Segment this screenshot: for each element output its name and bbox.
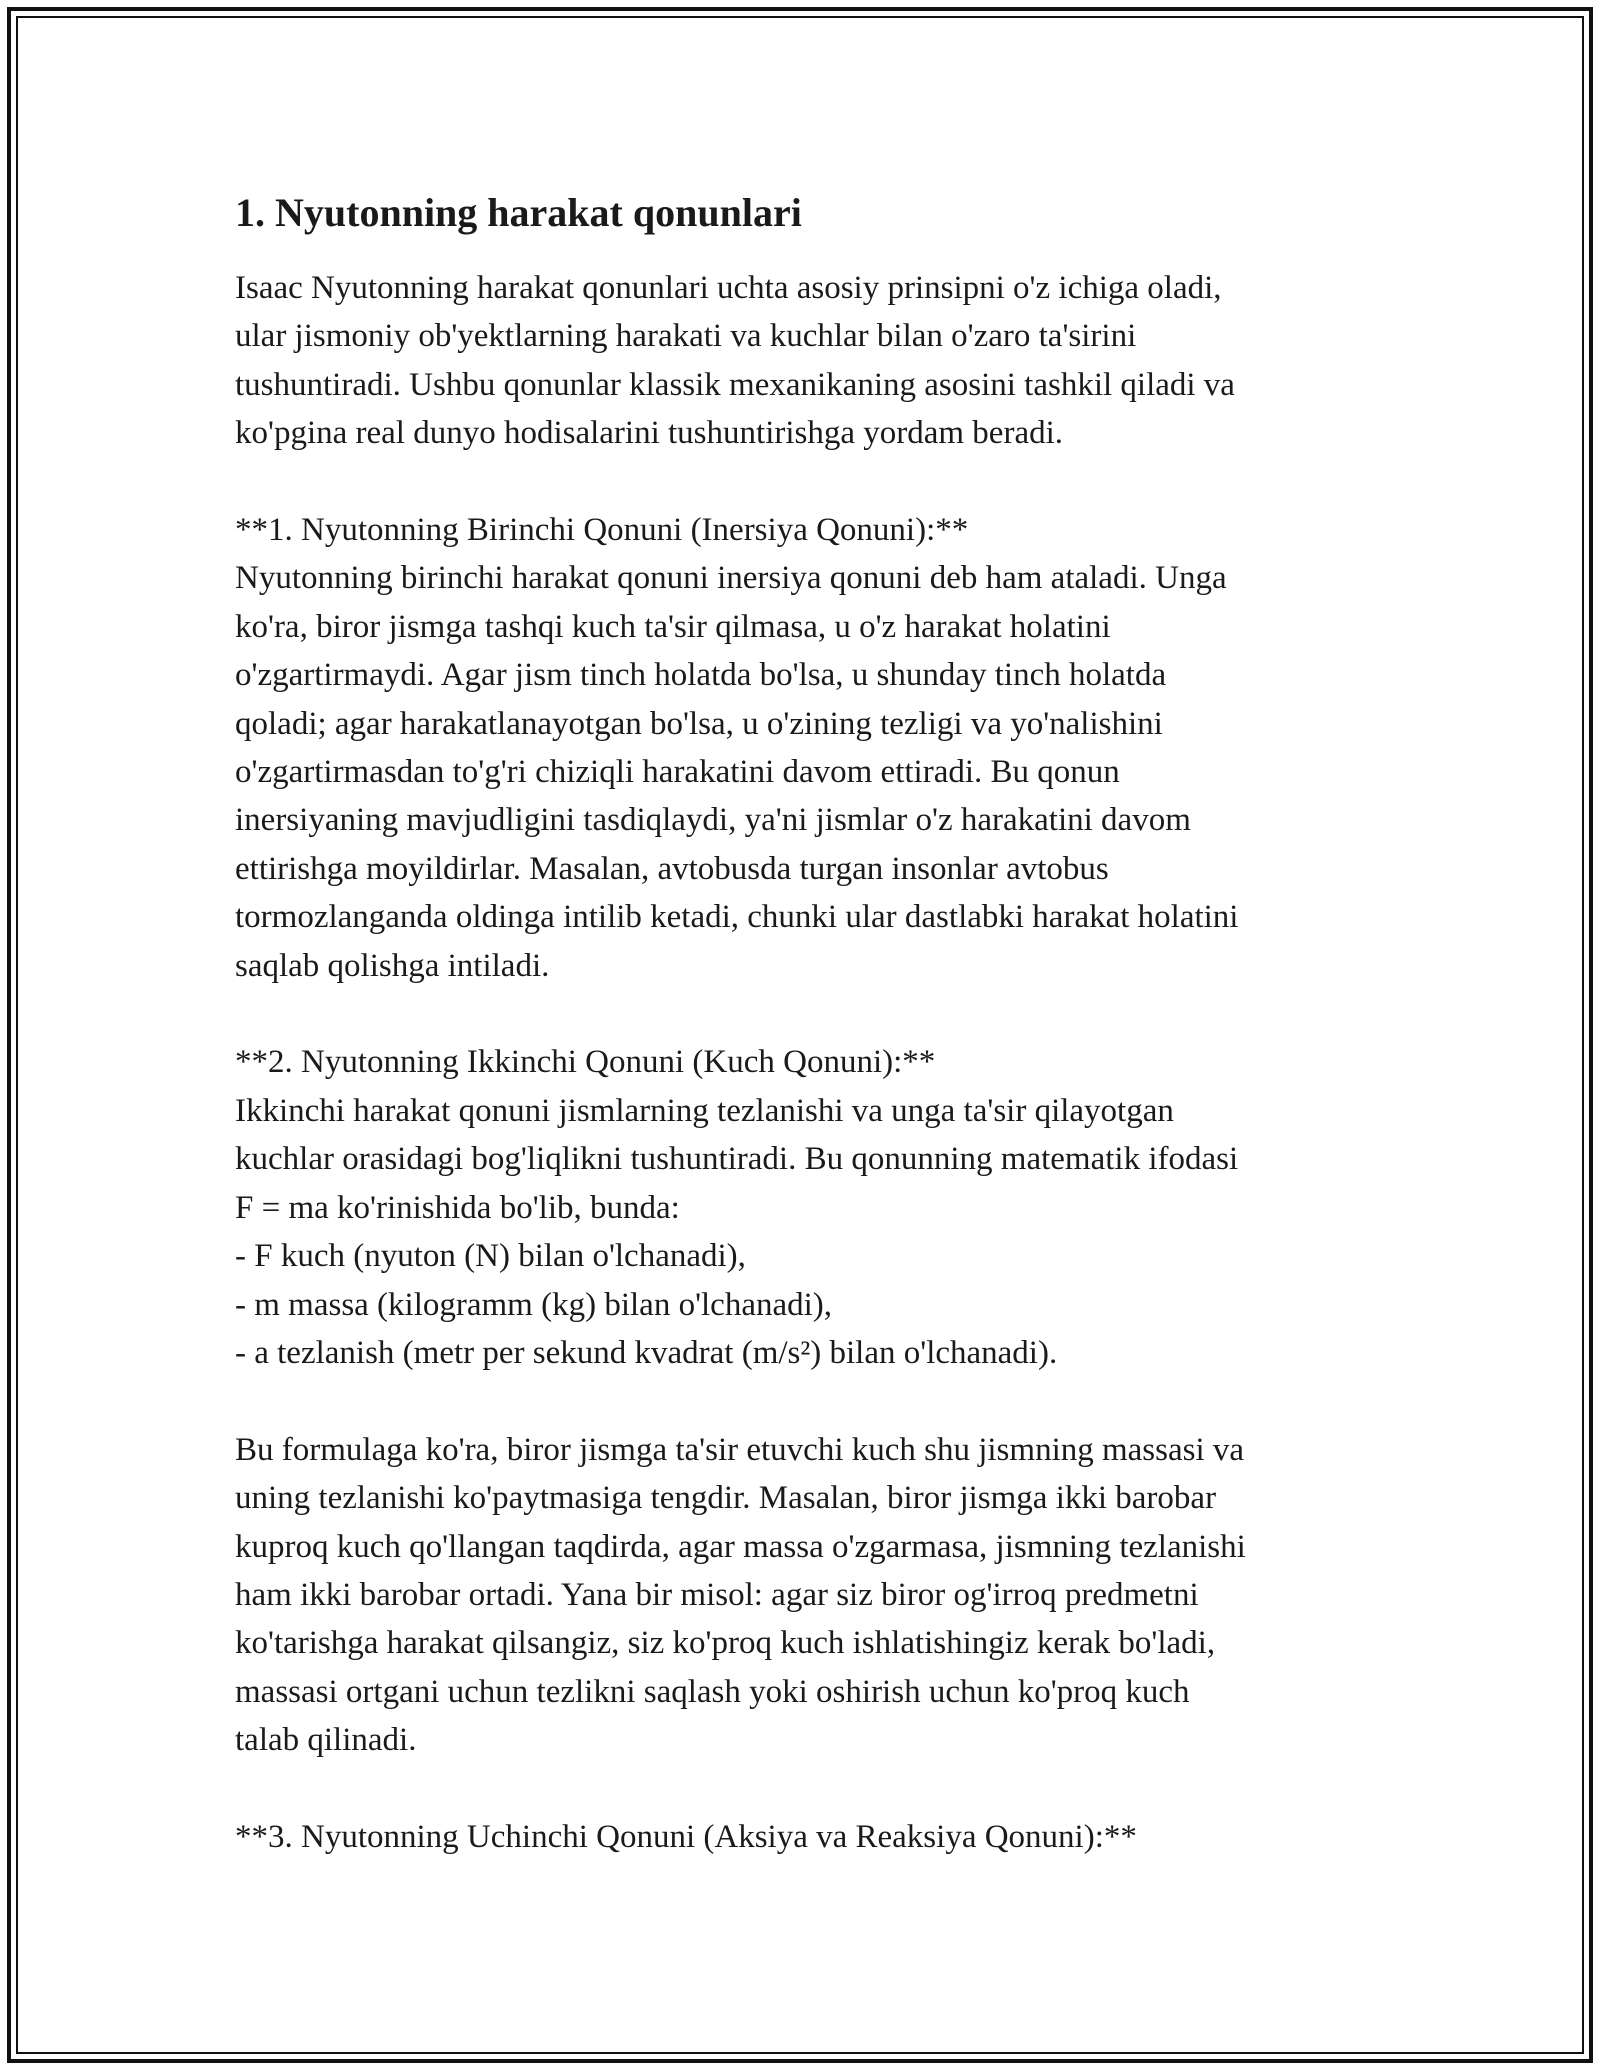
law1-line: saqlab qolishga intiladi. xyxy=(235,947,550,984)
law1-line: ettirishga moyildirlar. Masalan, avtobusda turgan insonlar avtobus xyxy=(235,850,1109,887)
law2-explanation xyxy=(235,1426,1365,1765)
law1-line: tormozlanganda oldinga intilib ketadi, chunki ular dastlabki harakat holatini xyxy=(235,899,1239,936)
law1-section xyxy=(235,506,1365,990)
intro-line: ular jismoniy ob'yektlarning harakati va kuchlar bilan o'zaro ta'sirini xyxy=(235,318,1137,355)
law1-heading: **1. Nyutonning Birinchi Qonuni (Inersiya Qonuni):** xyxy=(235,512,969,549)
explanation-line: talab qilinadi. xyxy=(235,1722,417,1759)
law3-section xyxy=(235,1813,1365,1861)
explanation-line: ko'tarishga harakat qilsangiz, siz ko'proq kuch ishlatishingiz kerak bo'ladi, xyxy=(235,1625,1216,1662)
law2-formula-line: F = ma ko'rinishida bo'lib, bunda: xyxy=(235,1189,680,1226)
intro-line: Isaac Nyutonning harakat qonunlari uchta asosiy prinsipni o'z ichiga oladi, xyxy=(235,270,1222,306)
explanation-line: kuproq kuch qo'llangan taqdirda, agar massa o'zgarmasa, jismning tezlanishi xyxy=(235,1528,1246,1565)
document-title: 1. Nyutonning harakat qonunlari xyxy=(235,190,802,235)
intro-line: ko'pgina real dunyo hodisalarini tushuntirishga yordam beradi. xyxy=(235,415,1064,452)
law2-list-item: - m massa (kilogramm (kg) bilan o'lchanadi), xyxy=(235,1286,833,1323)
law1-line: Nyutonning birinchi harakat qonuni inersiya qonuni deb ham ataladi. Unga xyxy=(235,560,1227,597)
law1-line: inersiyaning mavjudligini tasdiqlaydi, ya'ni jismlar o'z harakatini davom xyxy=(235,802,1191,839)
explanation-line: uning tezlanishi ko'paytmasiga tengdir. Masalan, biror jismga ikki barobar xyxy=(235,1480,1217,1517)
law1-line: qoladi; agar harakatlanayotgan bo'lsa, u o'zining tezligi va yo'nalishini xyxy=(235,705,1163,742)
intro-paragraph xyxy=(235,264,1365,458)
law1-line: ko'ra, biror jismga tashqi kuch ta'sir qilmasa, u o'z harakat holatini xyxy=(235,608,1111,645)
explanation-line: ham ikki barobar ortadi. Yana bir misol: agar siz biror og'irroq predmetni xyxy=(235,1576,1199,1613)
law2-list-item: - F kuch (nyuton (N) bilan o'lchanadi), xyxy=(235,1238,746,1275)
law3-heading: **3. Nyutonning Uchinchi Qonuni (Aksiya va Reaksiya Qonuni):** xyxy=(235,1818,1137,1855)
law2-line: kuchlar orasidagi bog'liqlikni tushuntiradi. Bu qonunning matematik ifodasi xyxy=(235,1141,1239,1178)
explanation-line: Bu formulaga ko'ra, biror jismga ta'sir etuvchi kuch shu jismning massasi va xyxy=(235,1431,1245,1468)
explanation-line: massasi ortgani uchun tezlikni saqlash yoki oshirish uchun ko'proq kuch xyxy=(235,1673,1190,1710)
intro-line: tushuntiradi. Ushbu qonunlar klassik mexanikaning asosini tashkil qiladi va xyxy=(235,366,1235,403)
law2-section xyxy=(235,1038,1365,1377)
law2-line: Ikkinchi harakat qonuni jismlarning tezlanishi va unga ta'sir qilayotgan xyxy=(235,1092,1174,1129)
law2-heading: **2. Nyutonning Ikkinchi Qonuni (Kuch Qonuni):** xyxy=(235,1044,936,1081)
document-body xyxy=(235,186,1365,1910)
law1-line: o'zgartirmasdan to'g'ri chiziqli harakatini davom ettiradi. Bu qonun xyxy=(235,754,1120,791)
law1-line: o'zgartirmaydi. Agar jism tinch holatda bo'lsa, u shunday tinch holatda xyxy=(235,657,1167,694)
law2-list-item: - a tezlanish (metr per sekund kvadrat (m/s²) bilan o'lchanadi). xyxy=(235,1334,1058,1371)
